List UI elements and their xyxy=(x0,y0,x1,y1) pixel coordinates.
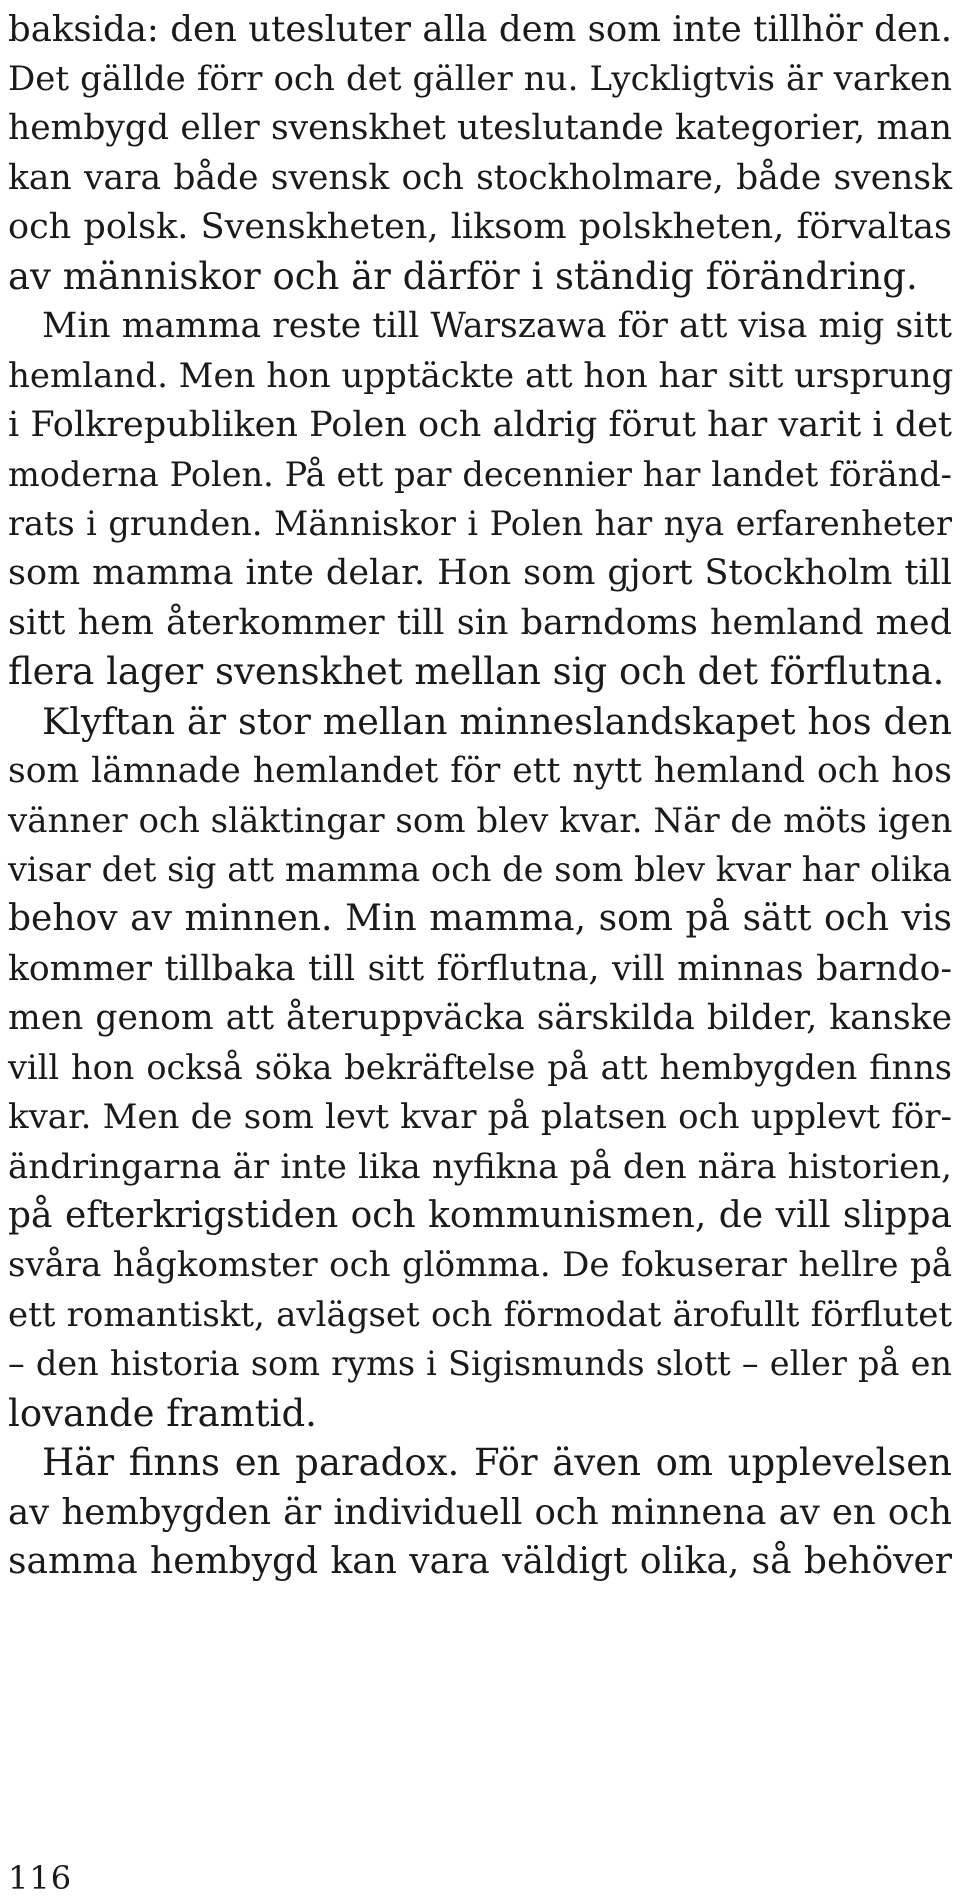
text-line: hembygd eller svenskhet uteslutande kategorier, man xyxy=(8,108,952,148)
paragraph-first-line: Klyftan är stor mellan minneslandskapet hos den xyxy=(42,700,952,743)
text-line: vänner och släktingar som blev kvar. När de möts igen xyxy=(8,801,953,841)
text-line: visar det sig att mamma och de som blev kvar har olika xyxy=(8,850,952,889)
paragraph-first-line: Min mamma reste till Warszawa för att visa mig sitt xyxy=(42,306,952,346)
text-line: kvar. Men de som levt kvar på platsen och upplevt för- xyxy=(8,1097,952,1137)
text-line: lovande framtid. xyxy=(8,1392,317,1435)
text-line: på efterkrigstiden och kommunismen, de vill slippa xyxy=(8,1195,952,1236)
text-line: ändringarna är inte lika nyfikna på den nära historien, xyxy=(8,1147,952,1187)
text-line: Det gällde förr och det gäller nu. Lyckligtvis är varken xyxy=(8,59,952,99)
text-line: vill hon också söka bekräftelse på att hembygden finns xyxy=(8,1048,952,1087)
text-line: av hembygden är individuell och minnena av en och xyxy=(8,1492,952,1533)
paragraph-first-line: Här finns en paradox. För även om upplevelsen xyxy=(42,1441,952,1484)
text-line: sitt hem återkommer till sin barndoms hemland med xyxy=(8,603,952,643)
text-line: som mamma inte delar. Hon som gjort Stockholm till xyxy=(8,553,952,593)
page-number: 116 xyxy=(8,1859,73,1897)
text-line: kommer tillbaka till sitt förflutna, vill minnas barndo- xyxy=(8,949,952,989)
text-line: behov av minnen. Min mamma, som på sätt och vis xyxy=(8,898,952,939)
text-line: moderna Polen. På ett par decennier har landet föränd- xyxy=(8,455,952,494)
text-line: flera lager svenskhet mellan sig och det förflutna. xyxy=(8,650,945,693)
text-line: i Folkrepubliken Polen och aldrig förut har varit i det xyxy=(8,405,952,445)
text-line: baksida: den utesluter alla dem som inte tillhör den. xyxy=(8,9,952,50)
text-line: men genom att återuppväcka särskilda bilder, kanske xyxy=(8,998,952,1038)
text-line: samma hembygd kan vara väldigt olika, så behöver xyxy=(8,1541,952,1582)
text-line: svåra hågkomster och glömma. De fokuserar hellre på xyxy=(8,1245,952,1285)
text-line: rats i grunden. Människor i Polen har nya erfarenheter xyxy=(8,504,952,543)
text-line: – den historia som ryms i Sigismunds slott – eller på en xyxy=(8,1344,952,1383)
text-line: som lämnade hemlandet för ett nytt hemland och hos xyxy=(8,751,952,791)
text-line: av människor och är därför i ständig förändring. xyxy=(8,255,918,298)
text-line: kan vara både svensk och stockholmare, både svensk xyxy=(8,158,952,198)
text-line: och polsk. Svenskheten, liksom polskheten, förvaltas xyxy=(8,207,952,247)
text-line: hemland. Men hon upptäckte att hon har sitt ursprung xyxy=(8,356,954,396)
text-line: ett romantiskt, avlägset och förmodat ärofullt förflutet xyxy=(8,1295,952,1335)
